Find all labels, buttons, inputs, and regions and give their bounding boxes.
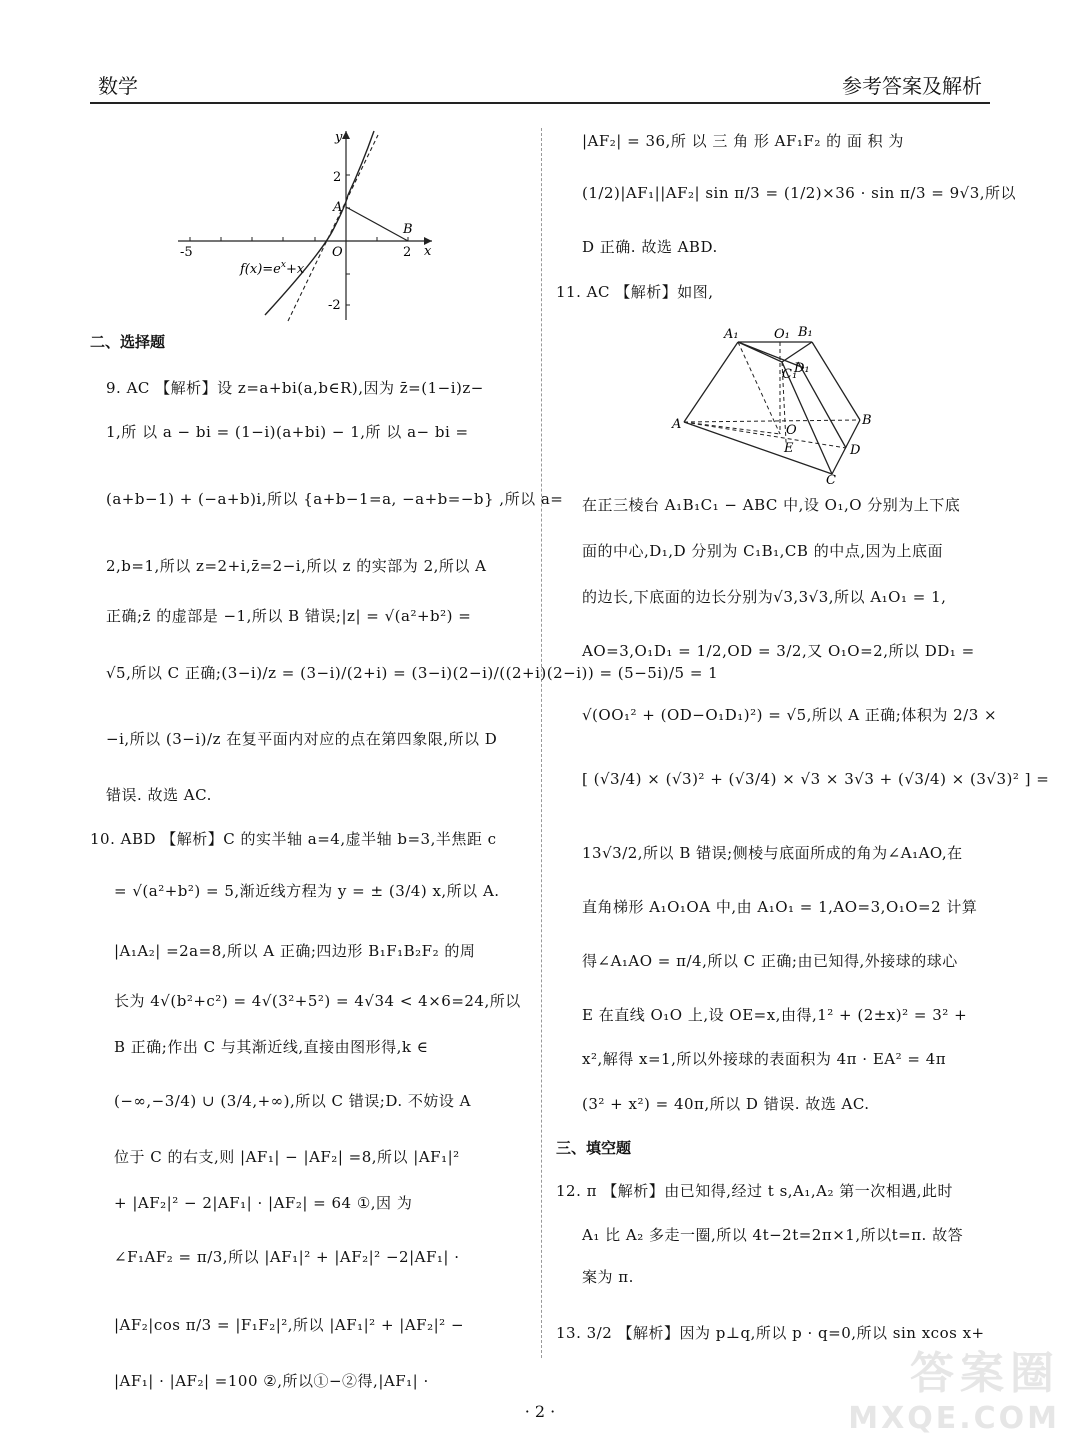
label-o: O <box>786 423 797 438</box>
graph-tick-x2: 2 <box>403 245 412 260</box>
text-line: A₁ 比 A₂ 多走一圈,所以 4t−2t=2π×1,所以t=π. 故答 <box>582 1226 964 1244</box>
label-d: D <box>850 443 861 458</box>
graph-origin: O <box>332 245 343 260</box>
graph-point-b: B <box>403 222 413 237</box>
frustum-diagram <box>670 322 890 484</box>
graph-tick-m5: -5 <box>180 245 193 260</box>
label-c1: C₁ <box>782 367 798 382</box>
column-divider <box>541 128 542 1358</box>
text-line: 13. 3/2 【解析】因为 p⊥q,所以 p · q=0,所以 sin xcos x+ <box>556 1324 985 1342</box>
text-line: 13√3/2,所以 B 错误;侧棱与底面所成的角为∠A₁AO,在 <box>582 844 963 862</box>
label-c: C <box>826 473 836 484</box>
text-line: (−∞,−3/4) ∪ (3/4,+∞),所以 C 错误;D. 不妨设 A <box>114 1092 471 1110</box>
text-line: 在正三棱台 A₁B₁C₁ − ABC 中,设 O₁,O 分别为上下底 <box>582 496 961 514</box>
page-number: · 2 · <box>524 1402 556 1421</box>
text-line: 12. π 【解析】由已知得,经过 t s,A₁,A₂ 第一次相遇,此时 <box>556 1182 954 1200</box>
text-line: 错误. 故选 AC. <box>106 786 212 804</box>
text-line: 案为 π. <box>582 1268 634 1286</box>
text-line: B 正确;作出 C 与其渐近线,直接由图形得,k ∈ <box>114 1038 429 1056</box>
graph-tick-2: 2 <box>333 170 342 185</box>
text-line: 10. ABD 【解析】C 的实半轴 a=4,虚半轴 b=3,半焦距 c <box>90 830 497 848</box>
text-line: 正确;z̄ 的虚部是 −1,所以 B 错误;|z| = √(a²+b²) = <box>106 607 472 625</box>
text-line: + |AF₂|² − 2|AF₁| · |AF₂| = 64 ①,因 为 <box>114 1194 413 1212</box>
text-line: 2,b=1,所以 z=2+i,z̄=2−i,所以 z 的实部为 2,所以 A <box>106 557 487 575</box>
section-heading-2: 二、选择题 <box>90 333 166 351</box>
watermark <box>848 1337 1060 1436</box>
section-heading-3: 三、填空题 <box>556 1139 632 1157</box>
label-a: A <box>672 417 682 432</box>
label-o1: O₁ <box>774 327 790 342</box>
label-a1: A₁ <box>724 327 739 342</box>
text-line: (a+b−1) + (−a+b)i,所以 {a+b−1=a, −a+b=−b} ,所以 a= <box>106 490 564 508</box>
label-b1: B₁ <box>798 325 813 340</box>
text-line: [ (√3/4) × (√3)² + (√3/4) × √3 × 3√3 + (√3/4) × (3√3)² ] = <box>582 770 1050 788</box>
text-line: |AF₂|cos π/3 = |F₁F₂|²,所以 |AF₁|² + |AF₂|² − <box>114 1316 465 1334</box>
function-graph <box>170 125 440 325</box>
watermark-line1: 答案圈 <box>910 1348 1060 1399</box>
label-d1: D₁ <box>794 361 810 376</box>
page-header <box>90 68 990 104</box>
watermark-line2: MXQE.COM <box>848 1401 1060 1436</box>
text-line: 直角梯形 A₁O₁OA 中,由 A₁O₁ = 1,AO=3,O₁O=2 计算 <box>582 898 978 916</box>
text-line: (3² + x²) = 40π,所以 D 错误. 故选 AC. <box>582 1095 870 1113</box>
text-line: ∠F₁AF₂ = π/3,所以 |AF₁|² + |AF₂|² −2|AF₁| · <box>114 1248 460 1266</box>
doc-title: 参考答案及解析 <box>842 74 982 98</box>
text-line: E 在直线 O₁O 上,设 OE=x,由得,1² + (2±x)² = 3² + <box>582 1006 968 1024</box>
text-line: 11. AC 【解析】如图, <box>556 283 714 301</box>
text-line: (1/2)|AF₁||AF₂| sin π/3 = (1/2)×36 · sin π/3 = 9√3,所以 <box>582 184 1017 202</box>
text-line: D 正确. 故选 ABD. <box>582 238 718 256</box>
label-b: B <box>862 413 872 428</box>
text-line: |AF₂| = 36,所 以 三 角 形 AF₁F₂ 的 面 积 为 <box>582 132 904 150</box>
subject-title: 数学 <box>98 74 138 98</box>
text-line: √5,所以 C 正确;(3−i)/z = (3−i)/(2+i) = (3−i)(2−i)/((2+i)(2−i)) = (5−5i)/5 = 1 <box>106 664 719 682</box>
text-line: 1,所 以 a − bi = (1−i)(a+bi) − 1,所 以 a− bi = <box>106 423 469 441</box>
text-line: 9. AC 【解析】设 z=a+bi(a,b∈R),因为 z̄=(1−i)z− <box>106 379 484 397</box>
text-line: √(OO₁² + (OD−O₁D₁)²) = √5,所以 A 正确;体积为 2/3 × <box>582 706 998 724</box>
text-line: |A₁A₂| =2a=8,所以 A 正确;四边形 B₁F₁B₂F₂ 的周 <box>114 942 476 960</box>
graph-func-label: $f(x)=e^x+x$ <box>240 260 305 277</box>
text-line: |AF₁| · |AF₂| =100 ②,所以①−②得,|AF₁| · <box>114 1372 429 1390</box>
graph-y-label: y <box>335 130 343 145</box>
text-line: 的边长,下底面的边长分别为√3,3√3,所以 A₁O₁ = 1, <box>582 588 947 606</box>
text-line: AO=3,O₁D₁ = 1/2,OD = 3/2,又 O₁O=2,所以 DD₁ = <box>582 642 975 660</box>
text-line: 得∠A₁AO = π/4,所以 C 正确;由已知得,外接球的球心 <box>582 952 958 970</box>
text-line: x²,解得 x=1,所以外接球的表面积为 4π · EA² = 4π <box>582 1050 947 1068</box>
text-line: 位于 C 的右支,则 |AF₁| − |AF₂| =8,所以 |AF₁|² <box>114 1148 460 1166</box>
text-line: 面的中心,D₁,D 分别为 C₁B₁,CB 的中点,因为上底面 <box>582 542 943 560</box>
text-line: −i,所以 (3−i)/z 在复平面内对应的点在第四象限,所以 D <box>106 730 498 748</box>
graph-x-label: x <box>424 244 432 259</box>
graph-point-a: A <box>333 200 343 215</box>
label-e: E <box>784 441 794 456</box>
text-line: 长为 4√(b²+c²) = 4√(3²+5²) = 4√34 < 4×6=24,所以 <box>114 992 521 1010</box>
text-line: = √(a²+b²) = 5,渐近线方程为 y = ± (3/4) x,所以 A. <box>114 882 500 900</box>
graph-tick-m2: -2 <box>328 298 341 313</box>
